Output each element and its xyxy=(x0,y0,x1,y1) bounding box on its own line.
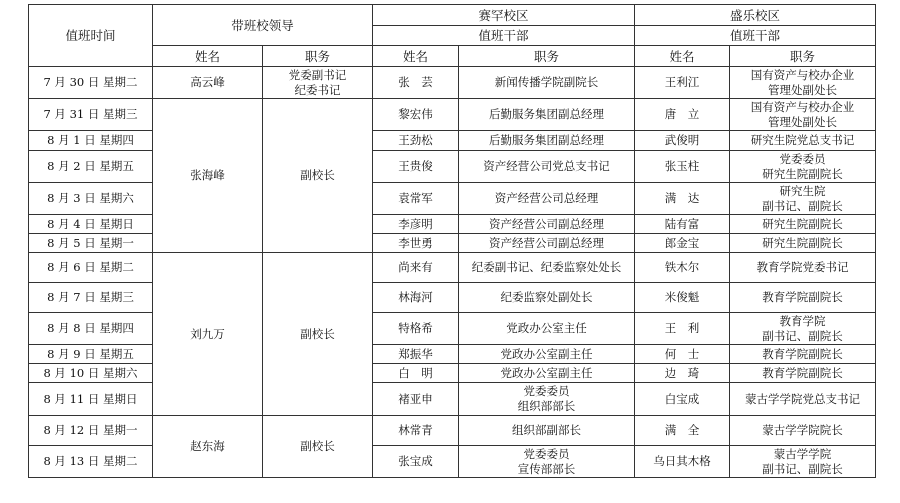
header-leader-group: 带班校领导 xyxy=(153,5,373,46)
campus-a-name-cell: 张宝成 xyxy=(373,446,459,478)
campus-a-name-cell: 李彦明 xyxy=(373,215,459,234)
duty-date-cell: 8 月 7 日 星期三 xyxy=(29,283,153,313)
duty-date-cell: 8 月 1 日 星期四 xyxy=(29,131,153,151)
header-row-fields xyxy=(29,46,876,67)
header-b-position: 职务 xyxy=(730,46,876,67)
duty-roster-table xyxy=(28,4,876,478)
header-a-position: 职务 xyxy=(459,46,635,67)
header-campus-b: 盛乐校区 xyxy=(635,5,876,26)
duty-date-cell: 8 月 10 日 星期六 xyxy=(29,364,153,383)
header-duty-time: 值班时间 xyxy=(29,5,153,67)
campus-a-position-cell: 党政办公室副主任 xyxy=(459,364,635,383)
campus-b-position-cell: 党委委员 研究生院副院长 xyxy=(730,151,876,183)
header-duty-cadre-b: 值班干部 xyxy=(635,26,876,46)
campus-b-position-cell: 教育学院副院长 xyxy=(730,283,876,313)
campus-a-position-cell: 党委委员 宣传部部长 xyxy=(459,446,635,478)
duty-date-cell: 8 月 8 日 星期四 xyxy=(29,313,153,345)
campus-b-position-cell: 教育学院副院长 xyxy=(730,364,876,383)
campus-a-position-cell: 资产经营公司副总经理 xyxy=(459,215,635,234)
duty-date-cell: 8 月 11 日 星期日 xyxy=(29,383,153,416)
campus-b-name-cell: 何 士 xyxy=(635,345,730,364)
campus-a-name-cell: 林常青 xyxy=(373,416,459,446)
leader-name-cell: 张海峰 xyxy=(153,99,263,253)
campus-b-name-cell: 王 利 xyxy=(635,313,730,345)
header-b-name: 姓名 xyxy=(635,46,730,67)
campus-a-position-cell: 党政办公室主任 xyxy=(459,313,635,345)
campus-b-position-cell: 研究生院副院长 xyxy=(730,215,876,234)
campus-b-name-cell: 满 全 xyxy=(635,416,730,446)
campus-b-name-cell: 陆有富 xyxy=(635,215,730,234)
campus-b-name-cell: 满 达 xyxy=(635,183,730,215)
header-leader-name: 姓名 xyxy=(153,46,263,67)
campus-b-position-cell: 研究生院副院长 xyxy=(730,234,876,253)
campus-b-name-cell: 米俊魁 xyxy=(635,283,730,313)
duty-date-cell: 8 月 6 日 星期二 xyxy=(29,253,153,283)
campus-a-position-cell: 纪委监察处副处长 xyxy=(459,283,635,313)
campus-b-name-cell: 乌日其木格 xyxy=(635,446,730,478)
leader-name-cell: 赵东海 xyxy=(153,416,263,478)
leader-position-cell: 副校长 xyxy=(263,99,373,253)
duty-date-cell: 8 月 13 日 星期二 xyxy=(29,446,153,478)
campus-a-name-cell: 白 明 xyxy=(373,364,459,383)
campus-b-position-cell: 教育学院副院长 xyxy=(730,345,876,364)
campus-a-name-cell: 王劲松 xyxy=(373,131,459,151)
campus-a-position-cell: 后勤服务集团副总经理 xyxy=(459,131,635,151)
campus-a-position-cell: 资产经营公司总经理 xyxy=(459,183,635,215)
campus-a-position-cell: 纪委副书记、纪委监察处处长 xyxy=(459,253,635,283)
campus-b-name-cell: 王利江 xyxy=(635,67,730,99)
header-leader-position: 职务 xyxy=(263,46,373,67)
table-row xyxy=(29,253,876,283)
campus-a-position-cell: 党政办公室副主任 xyxy=(459,345,635,364)
campus-a-name-cell: 特格希 xyxy=(373,313,459,345)
campus-a-name-cell: 张 芸 xyxy=(373,67,459,99)
campus-b-position-cell: 研究生院 副书记、副院长 xyxy=(730,183,876,215)
campus-b-name-cell: 边 琦 xyxy=(635,364,730,383)
duty-date-cell: 8 月 2 日 星期五 xyxy=(29,151,153,183)
header-a-name: 姓名 xyxy=(373,46,459,67)
leader-position-cell: 副校长 xyxy=(263,253,373,416)
campus-b-position-cell: 国有资产与校办企业 管理处副处长 xyxy=(730,99,876,131)
duty-date-cell: 8 月 4 日 星期日 xyxy=(29,215,153,234)
leader-position-cell: 副校长 xyxy=(263,416,373,478)
header-duty-cadre-a: 值班干部 xyxy=(373,26,635,46)
duty-date-cell: 8 月 5 日 星期一 xyxy=(29,234,153,253)
leader-name-cell: 刘九万 xyxy=(153,253,263,416)
campus-b-name-cell: 武俊明 xyxy=(635,131,730,151)
campus-a-position-cell: 新闻传播学院副院长 xyxy=(459,67,635,99)
campus-b-position-cell: 蒙古学学院 副书记、副院长 xyxy=(730,446,876,478)
campus-b-position-cell: 教育学院 副书记、副院长 xyxy=(730,313,876,345)
campus-a-name-cell: 黎宏伟 xyxy=(373,99,459,131)
campus-a-name-cell: 尚来有 xyxy=(373,253,459,283)
header-row-campus xyxy=(29,5,876,26)
campus-a-name-cell: 王贵俊 xyxy=(373,151,459,183)
campus-b-name-cell: 郎金宝 xyxy=(635,234,730,253)
campus-a-name-cell: 褚亚申 xyxy=(373,383,459,416)
table-row xyxy=(29,416,876,446)
campus-a-position-cell: 资产经营公司副总经理 xyxy=(459,234,635,253)
campus-a-name-cell: 袁常军 xyxy=(373,183,459,215)
campus-b-name-cell: 唐 立 xyxy=(635,99,730,131)
campus-b-position-cell: 国有资产与校办企业 管理处副处长 xyxy=(730,67,876,99)
campus-b-name-cell: 张玉柱 xyxy=(635,151,730,183)
leader-position-cell: 党委副书记 纪委书记 xyxy=(263,67,373,99)
campus-a-position-cell: 后勤服务集团副总经理 xyxy=(459,99,635,131)
leader-name-cell: 高云峰 xyxy=(153,67,263,99)
campus-a-position-cell: 党委委员 组织部部长 xyxy=(459,383,635,416)
duty-date-cell: 8 月 3 日 星期六 xyxy=(29,183,153,215)
roster-body xyxy=(29,67,876,478)
header-campus-a: 赛罕校区 xyxy=(373,5,635,26)
campus-b-position-cell: 教育学院党委书记 xyxy=(730,253,876,283)
campus-b-position-cell: 研究生院党总支书记 xyxy=(730,131,876,151)
campus-a-name-cell: 林海河 xyxy=(373,283,459,313)
campus-b-position-cell: 蒙古学学院院长 xyxy=(730,416,876,446)
campus-a-name-cell: 郑振华 xyxy=(373,345,459,364)
campus-a-name-cell: 李世勇 xyxy=(373,234,459,253)
duty-date-cell: 8 月 12 日 星期一 xyxy=(29,416,153,446)
campus-a-position-cell: 组织部副部长 xyxy=(459,416,635,446)
table-row xyxy=(29,67,876,99)
duty-date-cell: 8 月 9 日 星期五 xyxy=(29,345,153,364)
campus-a-position-cell: 资产经营公司党总支书记 xyxy=(459,151,635,183)
table-row xyxy=(29,99,876,131)
campus-b-name-cell: 白宝成 xyxy=(635,383,730,416)
duty-date-cell: 7 月 31 日 星期三 xyxy=(29,99,153,131)
campus-b-position-cell: 蒙古学学院党总支书记 xyxy=(730,383,876,416)
duty-date-cell: 7 月 30 日 星期二 xyxy=(29,67,153,99)
campus-b-name-cell: 铁木尔 xyxy=(635,253,730,283)
